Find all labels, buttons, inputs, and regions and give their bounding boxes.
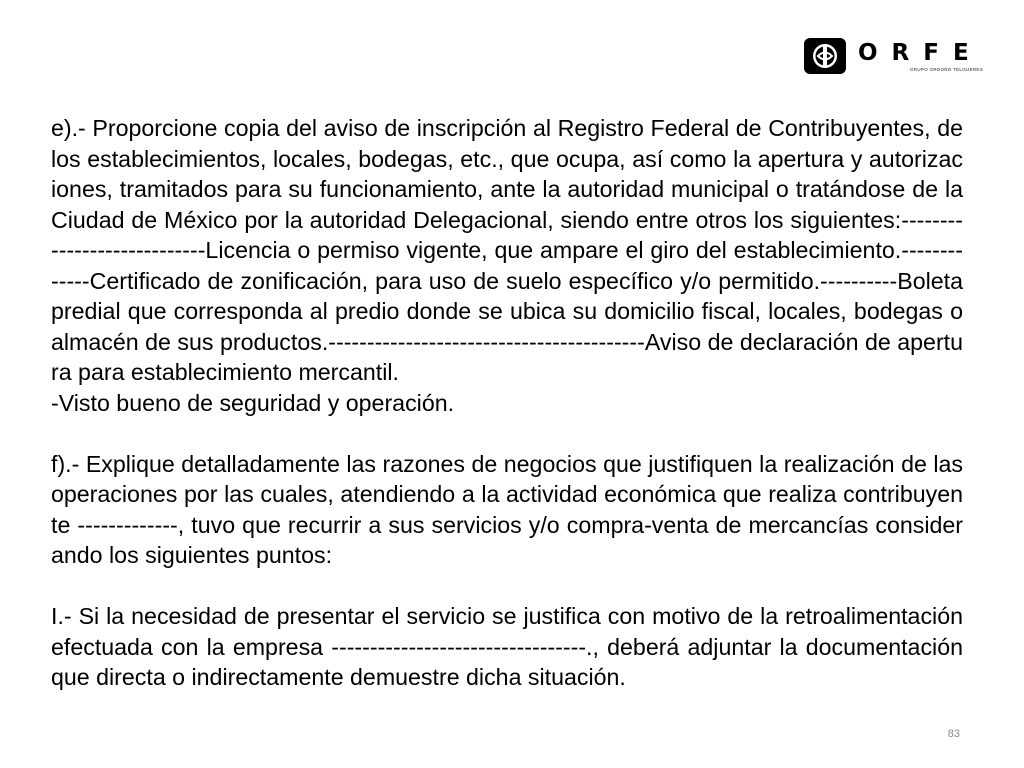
page-number: 83: [947, 728, 960, 740]
paragraph-visto-bueno: -Visto bueno de seguridad y operación.: [51, 389, 455, 416]
paragraph-f: f).- Explique detalladamente las razones de negocios que justifiquen la realización de las operaciones por las cuales, atendiendo a la actividad económica que realiza contribuyente -------------, tuvo que recurrir a sus servicios y/o compra-venta de mercancías considerando los siguientes puntos:: [51, 450, 963, 568]
paragraph-i: I.- Si la necesidad de presentar el servicio se justifica con motivo de la retroalimentación efectuada con la empresa ---------------------------------., deberá adjuntar la documentación que directa o indirectamente demuestre dicha situación.: [51, 603, 963, 690]
logo-subtitle: GRUPO ORDOÑO TELGUERES: [910, 67, 984, 72]
paragraph-e: e).- Proporcione copia del aviso de inscripción al Registro Federal de Contribuyentes, de los establecimientos, locales, bodegas, etc., que ocupa, así como la apertura y autorizaciones, tramitados para su funcionamiento, ante la autoridad municipal o tratándose de la Ciudad de México por la autoridad Delegacional, siendo entre otros los siguientes:----------------------------Licencia o permiso vigente, que ampare el giro del establecimiento.-------------Certificado de zonificación, para uso de suelo específico y/o permitido.----------Boleta predial que corresponda al predio donde se ubica su domicilio fiscal, locales, bodegas o almacén de sus productos.-----------------------------------------Aviso de declaración de apertura para establecimiento mercantil.: [51, 115, 963, 385]
slide-body: [51, 113, 963, 693]
orfe-emblem-icon: [804, 38, 846, 74]
orfe-logo: [804, 38, 984, 78]
logo-wordmark: ORFE: [858, 40, 983, 66]
